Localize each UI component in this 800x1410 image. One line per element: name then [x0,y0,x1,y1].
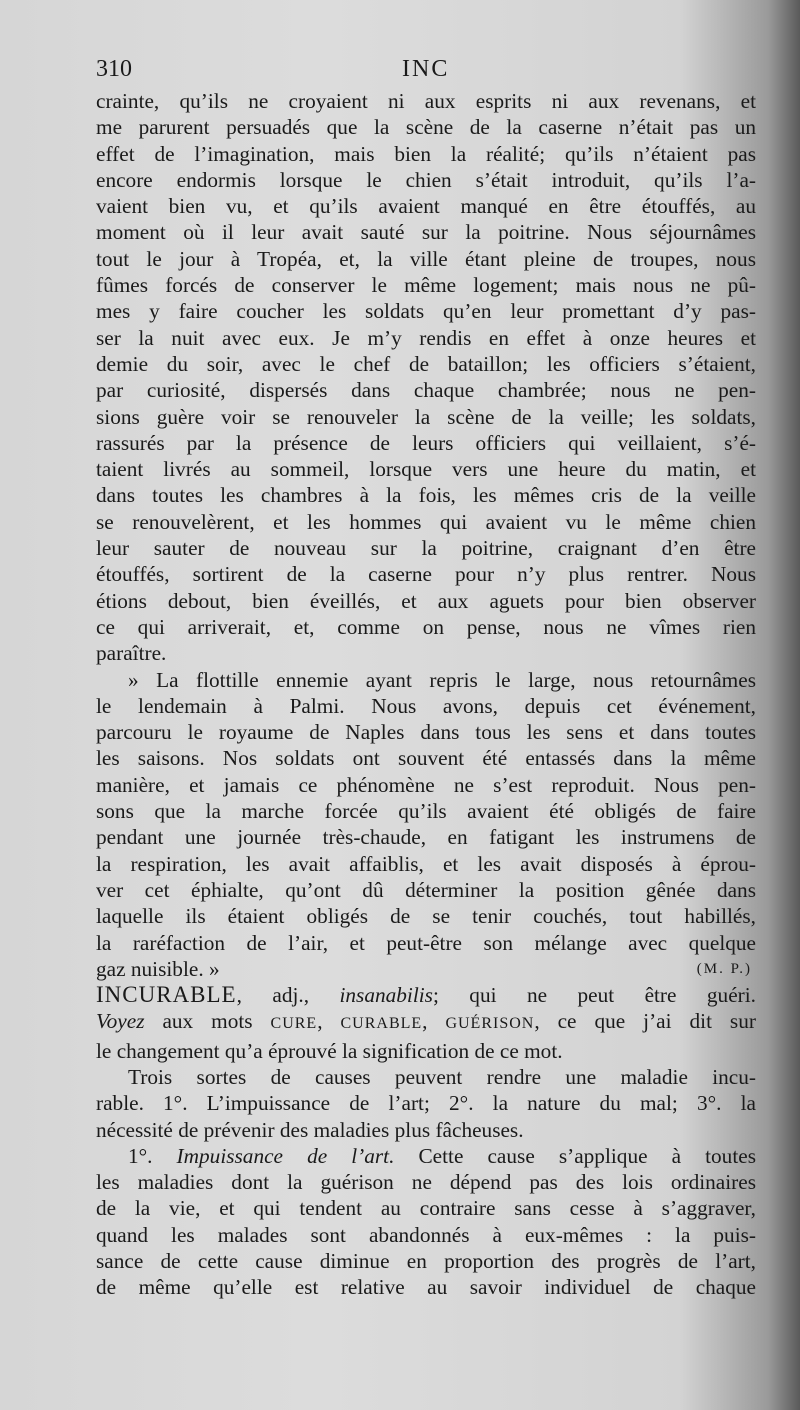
entry-definition: ; qui ne peut être guéri. [432,983,756,1008]
closing-text: gaz nuisible. » [96,956,220,981]
text-line: laquelle ils étaient obligés de se tenir couchés, tout habillés, [96,904,756,929]
text-line: vaient bien vu, et qu’ils avaient manqué en être étouffés, au [96,194,756,219]
text-line [96,1143,756,1169]
page-body [96,88,756,1301]
text-line: paraître. [96,641,167,666]
text-line: encore endormis lorsque le chien s’était introduit, qu’ils l’a- [96,167,756,192]
text-line: leur sauter de nouveau sur la poitrine, craignant d’en être [96,536,756,561]
text-line: parcouru le royaume de Naples dans tous les sens et dans toutes [96,720,756,745]
text-line: les saisons. Nos soldats ont souvent été entassés dans la même [96,746,756,771]
page-header [96,56,750,92]
text-line: pendant une journée très-chaude, en fatigant les instrumens de [96,825,756,850]
text-line: sons que la marche forcée qu’ils avaient été obligés de faire [96,799,756,824]
text-line: rassurés par la présence de leurs officiers qui veillaient, s’é- [96,430,756,455]
text-line: le lendemain à Palmi. Nous avons, depuis cet événement, [96,693,756,718]
text-line: ce qui arriverait, et, comme on pense, nous ne vîmes rien [96,614,756,639]
text-line: demie du soir, avec le chef de bataillon; les officiers s’étaient, [96,351,756,376]
text-line: se renouvelèrent, et les hommes qui avaient vu le même chien [96,509,756,534]
text-line: fûmes forcés de conserver le même logement; mais nous ne pû- [96,273,756,298]
text-line: les maladies dont la guérison ne dépend pas des lois ordinaires [96,1170,756,1195]
text-line: quand les malades sont abandonnés à eux-mêmes : la puis- [96,1222,756,1247]
text-line: crainte, qu’ils ne croyaient ni aux esprits ni aux revenans, et [96,89,756,113]
text-line: nécessité de prévenir des maladies plus fâcheuses. [96,1117,524,1142]
text-line: de la vie, et qui tendent au contraire sans cesse à s’aggraver, [96,1196,756,1221]
page-number: 310 [96,56,132,82]
text-line: dans toutes les chambres à la fois, les mêmes cris de la veille [96,483,756,508]
running-head: INC [402,56,450,82]
paragraph [96,667,756,983]
section-title: Impuissance de l’art. [176,1143,395,1168]
text-line: la raréfaction de l’air, et peut-être son mélange avec quelque [96,930,756,955]
see-text: aux mots [144,1009,271,1034]
cross-reference-cure: CURE [270,1015,318,1033]
text-line: étions debout, bien éveillés, et aux aguets pour bien observer [96,588,756,613]
entry-headword: INCURABLE [96,982,237,1008]
text-line: par curiosité, dispersés dans chaque chambrée; nous ne pen- [96,378,756,403]
paragraph [96,88,756,667]
text-line: effet de l’imagination, mais bien la réalité; qu’ils n’étaient pas [96,141,756,166]
text-line: sance de cette cause diminue en proportion des progrès de l’art, [96,1249,756,1274]
text-line: ser la nuit avec eux. Je m’y rendis en effet à onze heures et [96,325,756,350]
author-signature: (M. P.) [696,960,752,977]
text-line: étouffés, sortirent de la caserne pour n’y plus rentrer. Nous [96,562,756,587]
cross-reference-curable: CURABLE [340,1015,423,1033]
text-line: taient livrés au sommeil, lorsque vers une heure du matin, et [96,457,756,482]
text-line: mes y faire coucher les soldats qu’en leur promettant d’y pas- [96,299,756,324]
cross-reference-guerison: GUÉRISON [445,1015,535,1033]
text-line: sions guère voir se renouveler la scène de la veille; les soldats, [96,404,756,429]
entry-grammar: , adj., [236,983,340,1008]
text-line: rable. 1°. L’impuissance de l’art; 2°. la nature du mal; 3°. la [96,1091,756,1116]
entry-headline [96,982,756,1008]
entry-latin: insanabilis [339,983,433,1008]
see-text-end: , ce que j’ai dit sur [534,1009,756,1034]
text-line [96,956,756,982]
text-line: tout le jour à Tropéa, et, la ville étant pleine de troupes, nous [96,246,756,271]
text-line: » La flottille ennemie ayant repris le large, nous retournâmes [128,667,756,692]
dictionary-entry [96,982,756,1064]
text-line: le changement qu’a éprouvé la signification de ce mot. [96,1038,563,1063]
text-line: Trois sortes de causes peuvent rendre une maladie incu- [128,1064,756,1089]
paragraph [96,1064,756,1143]
text-line: la respiration, les avait affaiblis, et les avait disposés à éprou- [96,851,756,876]
voyez-label: Voyez [96,1009,145,1034]
section-text: Cette cause s’applique à toutes [394,1143,756,1168]
text-line: ver cet éphialte, qu’ont dû déterminer la position gênée dans [96,877,756,902]
text-line: Voyez aux mots CURE, CURABLE, GUÉRISON, ce que j’ai dit sur [96,1009,756,1034]
section-number: 1°. [128,1143,177,1168]
paragraph [96,1143,756,1301]
text-line: moment où il leur avait sauté sur la poitrine. Nous séjournâmes [96,220,756,245]
text-line: manière, et jamais ce phénomène ne s’est reproduit. Nous pen- [96,772,756,797]
text-line: me parurent persuadés que la scène de la caserne n’était pas un [96,115,756,140]
text-line: de même qu’elle est relative au savoir individuel de chaque [96,1275,756,1300]
